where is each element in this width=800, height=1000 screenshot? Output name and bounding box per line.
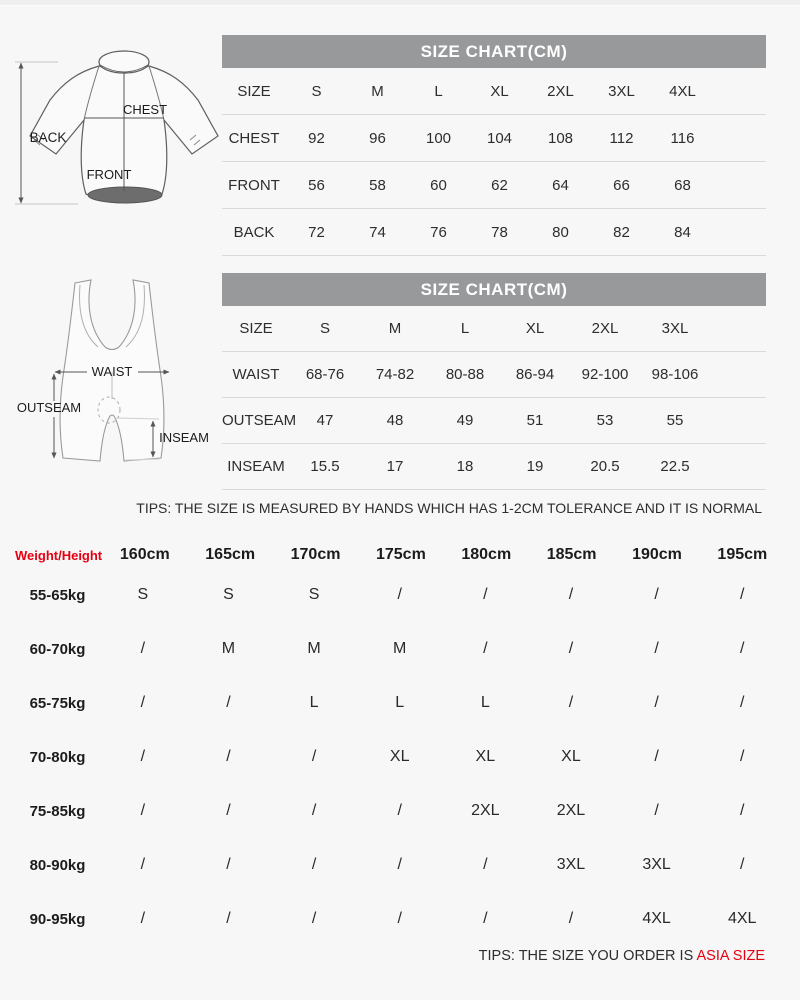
size-column-header: S (311, 82, 322, 100)
height-column-header: 170cm (290, 546, 341, 563)
waist-label: WAIST (91, 364, 133, 379)
size-column-header: M (388, 320, 402, 337)
order-size-tip (479, 948, 765, 964)
measurement-value: 76 (430, 223, 447, 241)
recommended-size-cell: 2XL (556, 802, 586, 819)
jersey-size-chart (222, 35, 766, 256)
weight-range-label: 60-70kg (29, 640, 86, 658)
recommended-size-cell: M (307, 640, 321, 657)
recommended-size-cell: / (483, 586, 488, 603)
recommended-size-cell: / (226, 910, 231, 927)
size-column-header: XL (525, 320, 545, 337)
measurement-value: 80-88 (445, 366, 485, 383)
matrix-body (15, 568, 785, 946)
matrix-row (15, 568, 785, 622)
recommended-size-cell: / (140, 802, 146, 819)
measurement-value: 62 (491, 176, 508, 194)
recommended-size-cell: / (140, 748, 146, 765)
front-label: FRONT (86, 167, 132, 182)
recommended-size-cell: / (140, 910, 146, 927)
recommended-size-cell: / (654, 640, 659, 657)
size-column-header: 2XL (547, 82, 574, 100)
height-column-header: 175cm (375, 546, 426, 563)
chest-label: CHEST (122, 102, 168, 117)
recommended-size-cell: / (739, 856, 745, 873)
measurement-value: 92 (308, 129, 325, 147)
jersey-chart-body (222, 115, 766, 256)
matrix-row (15, 622, 785, 676)
recommended-size-cell: / (568, 910, 574, 927)
recommended-size-cell: / (311, 910, 317, 927)
recommended-size-cell: / (226, 748, 231, 765)
bib-chart-header-row (222, 306, 766, 352)
height-column-header: 185cm (546, 546, 597, 563)
measurement-value: 19 (526, 458, 544, 475)
recommended-size-cell: 4XL (727, 910, 757, 927)
jersey-diagram (12, 48, 222, 218)
recommended-size-cell: S (308, 586, 320, 603)
jersey-hem-band (88, 187, 162, 203)
recommended-size-cell: XL (561, 748, 581, 765)
matrix-header-row (15, 542, 785, 568)
back-label: BACK (29, 130, 67, 145)
measurement-value: 116 (670, 129, 695, 147)
matrix-row (15, 784, 785, 838)
recommended-size-cell: / (226, 694, 231, 711)
recommended-size-cell: M (221, 640, 236, 657)
order-size-tip-text: TIPS: THE SIZE YOU ORDER IS (478, 948, 697, 964)
bib-size-chart (222, 273, 766, 490)
recommended-size-cell: / (568, 586, 574, 603)
recommended-size-cell: / (226, 802, 231, 819)
weight-range-label: 80-90kg (29, 856, 86, 874)
size-column-header: SIZE (237, 82, 271, 100)
measurement-value: 58 (369, 176, 386, 194)
matrix-row (15, 892, 785, 946)
recommended-size-cell: / (140, 856, 146, 873)
measurement-value: 86-94 (515, 366, 555, 383)
recommended-size-cell: / (654, 586, 659, 603)
recommended-size-cell: / (739, 640, 745, 657)
size-column-header: 3XL (661, 320, 689, 337)
bib-chart-title: SIZE CHART(CM) (222, 273, 766, 306)
recommended-size-cell: / (483, 640, 488, 657)
measurement-value: 82 (613, 223, 630, 241)
weight-range-label: 75-85kg (29, 802, 86, 820)
measurement-value: 49 (456, 412, 474, 429)
recommended-size-cell: / (654, 802, 659, 819)
height-column-header: 165cm (205, 546, 256, 563)
size-column-header: XL (490, 82, 509, 100)
recommended-size-cell: / (397, 586, 402, 603)
measurement-value: 104 (486, 129, 513, 147)
recommended-size-cell: / (397, 856, 402, 873)
measurement-value: 74 (369, 223, 386, 241)
bib-chart-body (222, 352, 766, 490)
weight-height-matrix (15, 542, 785, 946)
measurement-value: 74-82 (375, 366, 415, 383)
measurement-label: WAIST (232, 366, 280, 383)
jersey-chart-header-row (222, 68, 766, 115)
matrix-row (15, 676, 785, 730)
measurement-row (222, 209, 766, 256)
recommended-size-cell: / (739, 694, 745, 711)
measurement-row (222, 115, 766, 162)
measurement-label: FRONT (228, 176, 280, 194)
recommended-size-cell: / (654, 694, 659, 711)
measurement-value: 64 (552, 176, 569, 194)
recommended-size-cell: / (739, 748, 745, 765)
measurement-value: 18 (456, 458, 474, 475)
measurement-value: 100 (425, 129, 452, 147)
measurement-value: 98-106 (651, 366, 699, 383)
recommended-size-cell: S (137, 586, 149, 603)
measurement-value: 60 (430, 176, 447, 194)
measurement-value: 80 (552, 223, 569, 241)
measurement-label: BACK (233, 223, 275, 241)
recommended-size-cell: / (311, 748, 317, 765)
recommended-size-cell: 3XL (556, 856, 586, 873)
measurement-value: 66 (613, 176, 630, 194)
recommended-size-cell: M (393, 640, 407, 657)
size-column-header: M (371, 82, 384, 100)
recommended-size-cell: / (140, 640, 146, 657)
size-column-header: 3XL (608, 82, 635, 100)
height-column-header: 195cm (717, 546, 768, 563)
recommended-size-cell: / (397, 802, 402, 819)
inseam-label: INSEAM (159, 430, 209, 445)
measurement-value: 47 (316, 412, 334, 429)
recommended-size-cell: / (739, 802, 745, 819)
recommended-size-cell: / (568, 640, 574, 657)
asia-size-highlight: ASIA SIZE (696, 948, 765, 964)
recommended-size-cell: / (140, 694, 146, 711)
measurement-value: 53 (596, 412, 614, 429)
measurement-value: 68-76 (305, 366, 345, 383)
height-column-header: 180cm (461, 546, 512, 563)
measurement-value: 96 (369, 129, 386, 147)
bib-shorts-diagram (10, 275, 220, 485)
jersey-chart-title: SIZE CHART(CM) (222, 35, 766, 68)
size-column-header: S (319, 320, 330, 337)
weight-range-label: 70-80kg (29, 748, 86, 766)
height-column-header: 190cm (632, 546, 682, 563)
measurement-row (222, 444, 766, 490)
measurement-value: 56 (308, 176, 325, 194)
recommended-size-cell: 3XL (642, 856, 671, 873)
measurement-value: 92-100 (581, 366, 629, 383)
measurement-value: 78 (491, 223, 508, 241)
recommended-size-cell: S (223, 586, 234, 603)
measurement-value: 20.5 (590, 458, 620, 475)
measurement-value: 17 (386, 458, 404, 475)
matrix-row (15, 838, 785, 892)
measurement-value: 15.5 (310, 458, 340, 475)
weight-range-label: 90-95kg (29, 910, 86, 928)
weight-height-corner-label: Weight/Height (15, 547, 103, 563)
measurement-value: 108 (547, 129, 574, 147)
measurement-row (222, 162, 766, 209)
measurement-value: 112 (609, 129, 634, 147)
recommended-size-cell: L (309, 694, 319, 711)
measurement-row (222, 352, 766, 398)
height-column-header: 160cm (119, 546, 170, 563)
measurement-label: OUTSEAM (222, 412, 297, 429)
measurement-value: 51 (526, 412, 544, 429)
recommended-size-cell: 4XL (642, 910, 671, 927)
recommended-size-cell: / (226, 856, 231, 873)
recommended-size-cell: XL (389, 748, 410, 765)
measurement-value: 68 (674, 176, 691, 194)
recommended-size-cell: / (311, 856, 317, 873)
top-divider (0, 0, 800, 6)
outseam-label: OUTSEAM (16, 400, 82, 415)
recommended-size-cell: / (568, 694, 574, 711)
measurement-label: INSEAM (227, 458, 285, 475)
recommended-size-cell: L (480, 694, 490, 711)
measurement-value: 72 (308, 223, 325, 241)
matrix-row (15, 730, 785, 784)
measurement-value: 22.5 (660, 458, 690, 475)
size-column-header: 4XL (669, 82, 696, 100)
recommended-size-cell: XL (475, 748, 496, 765)
measurement-label: CHEST (228, 129, 280, 147)
measurement-value: 55 (666, 412, 684, 429)
recommended-size-cell: 2XL (471, 802, 500, 819)
recommended-size-cell: / (483, 910, 488, 927)
size-column-header: 2XL (591, 320, 619, 337)
weight-range-label: 55-65kg (29, 586, 86, 604)
recommended-size-cell: / (654, 748, 659, 765)
weight-range-label: 65-75kg (29, 694, 86, 712)
size-column-header: L (434, 82, 443, 100)
measure-tolerance-tip: TIPS: THE SIZE IS MEASURED BY HANDS WHICH HAS 1-2CM TOLERANCE AND IT IS NORMAL (136, 500, 762, 516)
recommended-size-cell: L (395, 694, 405, 711)
recommended-size-cell: / (311, 802, 317, 819)
measurement-value: 48 (386, 412, 404, 429)
size-column-header: SIZE (239, 320, 273, 337)
size-column-header: L (460, 320, 470, 337)
recommended-size-cell: / (739, 586, 745, 603)
measurement-row (222, 398, 766, 444)
measurement-value: 84 (674, 223, 691, 241)
recommended-size-cell: / (483, 856, 488, 873)
recommended-size-cell: / (397, 910, 402, 927)
